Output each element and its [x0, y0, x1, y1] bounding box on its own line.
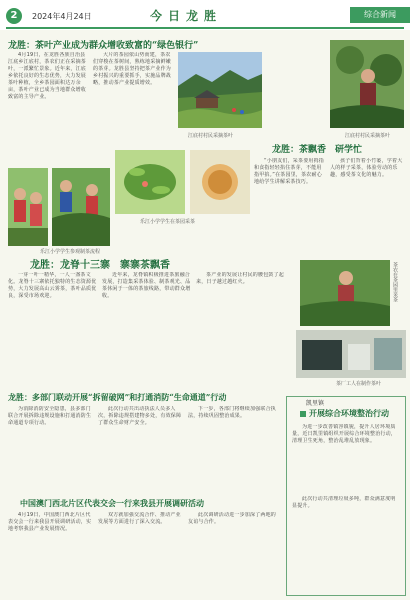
- article-text: 大片的茶园依山势而建，茶农们穿梭在茶树间，熟练地采摘鲜嫩的茶芽。龙胜县坚持把茶产业作为乡村振兴的重要抓手，实施品牌战略，推动茶产业提质增效。: [93, 52, 172, 86]
- article-relay-col2: [98, 512, 184, 596]
- article-text: 4月19日，中国澳门西北片区代表交会一行来我县开展调研活动，实地考察我县产业发展情况。: [8, 512, 92, 532]
- section-tab: 综合新闻: [350, 7, 410, 23]
- article-tea-green-bank-headline: 龙胜：茶叶产业成为群众增收致富的“绿色银行”: [8, 41, 199, 51]
- tea-farmer-photo: [300, 260, 390, 326]
- article-environment-headline: [300, 408, 389, 419]
- article-author: 凯里镇: [306, 400, 325, 407]
- tea-garden-photo: [178, 52, 262, 128]
- article-demolition-col3: [188, 406, 278, 494]
- paper-name: 今日龙胜: [150, 9, 223, 23]
- article-text: 下一步，各部门将继续加强联合执法，持续巩固整治成果。: [188, 406, 277, 419]
- article-tea-study-headline: 龙胜：茶飘香 研学忙: [272, 145, 363, 155]
- article-relay-col1: [8, 512, 94, 596]
- tea-cup-photo: [190, 150, 250, 214]
- article-text: 孩子们背着小竹篓，学着大人的样子采茶，体验劳动的乐趣，感受茶文化的魅力。: [330, 158, 403, 178]
- article-text: 此次行动共出动执法人员多人次，拆除违规搭建物多处，有效保障了群众生命财产安全。: [98, 406, 182, 426]
- article-tea-study-col1: [254, 158, 324, 254]
- tea-factory-photo: [296, 330, 406, 378]
- article-relay-col3: [188, 512, 278, 596]
- article-text: 一芽一叶一精华，一人一盏茶文化。龙脊十三寨依托独特的生态资源优势，大力发展高山云雾茶，茶叶品质优良，深受市场欢迎。: [8, 272, 97, 299]
- section-marker-icon: [300, 411, 306, 417]
- photo-caption: 江底村村民采摘茶叶: [345, 133, 391, 139]
- tea-branch-photo: [115, 150, 185, 214]
- article-text: 茶产业的发展让村民的腰包鼓了起来，日子越过越红火。: [196, 272, 285, 285]
- photo-caption: 江底村村民采摘茶叶: [188, 133, 234, 139]
- photo-caption: 乐江小学学生参观制茶流程: [40, 249, 101, 255]
- issue-date: 2024年4月24日: [32, 11, 92, 21]
- article-text: 为进一步改善镇容镇貌，提升人居环境质量，近日凯里镇组织开展综合环境整治行动，清理卫生死角，整治乱堆乱放现象。: [292, 424, 397, 444]
- article-longji-tea-col2: [102, 272, 192, 376]
- article-text: 此次行动共清理垃圾多吨，群众满意度明显提升。: [292, 496, 396, 509]
- masthead: [0, 0, 410, 30]
- article-longji-tea-col3: [196, 272, 288, 376]
- article-text: 双方就加强交流合作、推动产业发展等方面进行了深入交流。: [98, 512, 181, 525]
- article-text: 此次调研活动进一步加深了两地的友谊与合作。: [188, 512, 277, 525]
- masthead-rule: [6, 27, 404, 29]
- photo-caption: 茶厂工人在制作茶叶: [336, 381, 382, 387]
- article-text: 近年来，龙脊镇积极推进茶旅融合发展，打造集采茶体验、制茶观光、品茶休闲于一体的茶旅线路，带动群众增收。: [102, 272, 191, 299]
- headline-text: 开展综合环境整治行动: [309, 408, 389, 418]
- article-longji-tea-headline: 龙胜：龙脊十三寨 寨寨茶飘香: [30, 260, 170, 271]
- photo-caption: 乐江小学学生在茶园采茶: [140, 219, 196, 225]
- article-demolition-headline: 龙胜：多部门联动开展“拆留破网”和打通消防“生命通道”行动: [8, 392, 227, 402]
- article-demolition-col1: [8, 406, 94, 494]
- tea-picker-photo: [330, 40, 404, 128]
- article-text: 4月19日，在龙胜各族自治县江底乡江底村，茶农们正在采摘茶叶，一派繁忙景象。近年来，江底乡依托良好的生态优势，大力发展茶叶种植，全乡茶园面积达万余亩，茶叶产业已成为当地群众增收致富的主导产业。: [8, 52, 87, 100]
- students-photo: [8, 168, 48, 246]
- article-longji-tea-col1: [8, 272, 98, 376]
- students-picking-photo: [52, 168, 110, 246]
- article-environment-col2: [292, 496, 400, 590]
- article-text: 为消除消防安全隐患，县多部门联合开展拆除违规设施和打通消防生命通道专项行动。: [8, 406, 92, 426]
- article-tea-study-col2: [330, 158, 404, 254]
- photo-caption: 茶农在茶园里采茶: [392, 262, 398, 302]
- article-demolition-col2: [98, 406, 184, 494]
- article-tea-green-bank-col1: [8, 52, 90, 170]
- masthead-left: [6, 8, 92, 24]
- page-number: 2: [6, 8, 22, 24]
- article-text: “小朋友们，采茶要用拇指和食指轻轻掐住茶芽，不能用指甲掐。”在茶园里，茶农耐心地给学生讲解采茶技巧。: [254, 158, 324, 185]
- article-relay-headline: 中国澳门西北片区代表交会一行来我县开展调研活动: [20, 498, 204, 508]
- article-environment-col1: [292, 424, 400, 494]
